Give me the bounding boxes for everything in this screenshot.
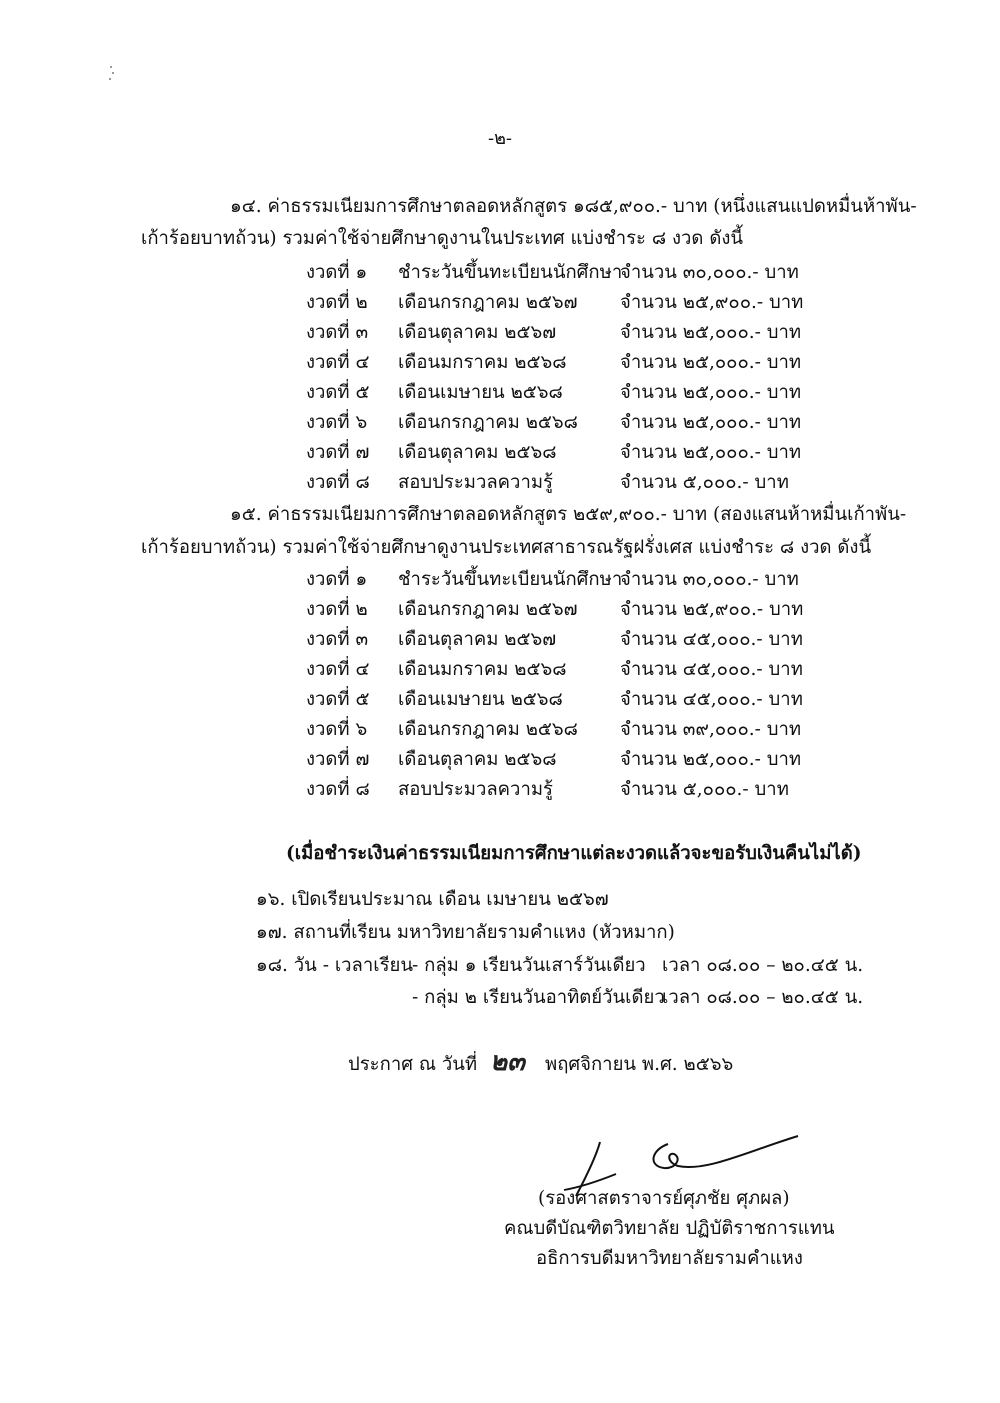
installment-label: งวดที่ ๗ <box>306 442 370 463</box>
installment-amount: จำนวน ๒๕,๙๐๐.- บาท <box>620 599 804 620</box>
installment-label: งวดที่ ๓ <box>306 629 369 650</box>
installment-when: เดือนมกราคม ๒๕๖๘ <box>398 352 567 373</box>
installment-amount: จำนวน ๒๕,๙๐๐.- บาท <box>620 292 804 313</box>
scan-specks <box>108 66 114 82</box>
item15-line1: ๑๕. ค่าธรรมเนียมการศึกษาตลอดหลักสูตร ๒๕๙,๙๐๐.- บาท (สองแสนห้าหมื่นเก้าพัน- <box>230 504 907 525</box>
installment-amount: จำนวน ๒๕,๐๐๐.- บาท <box>620 749 802 770</box>
installment-when: ชำระวันขึ้นทะเบียนนักศึกษา <box>398 262 623 283</box>
installment-when: เดือนกรกฎาคม ๒๕๖๘ <box>398 719 578 740</box>
installment-when: เดือนมกราคม ๒๕๖๘ <box>398 659 567 680</box>
installment-label: งวดที่ ๖ <box>306 719 368 740</box>
announce-suffix: พฤศจิกายน พ.ศ. ๒๕๖๖ <box>545 1054 734 1075</box>
installment-amount: จำนวน ๒๕,๐๐๐.- บาท <box>620 382 802 403</box>
installment-label: งวดที่ ๓ <box>306 322 369 343</box>
installment-amount: จำนวน ๔๕,๐๐๐.- บาท <box>620 659 803 680</box>
installment-when: ชำระวันขึ้นทะเบียนนักศึกษา <box>398 569 623 590</box>
item18-label: ๑๘. วัน - เวลาเรียน <box>256 955 414 976</box>
installment-when: เดือนกรกฎาคม ๒๕๖๗ <box>398 599 578 620</box>
item14-line1: ๑๔. ค่าธรรมเนียมการศึกษาตลอดหลักสูตร ๑๘๕,๙๐๐.- บาท (หนึ่งแสนแปดหมื่นห้าพัน- <box>230 196 917 217</box>
installment-label: งวดที่ ๘ <box>306 472 370 493</box>
installment-when: เดือนเมษายน ๒๕๖๘ <box>398 382 563 403</box>
installment-amount: จำนวน ๓๙,๐๐๐.- บาท <box>620 719 802 740</box>
installment-amount: จำนวน ๕,๐๐๐.- บาท <box>620 472 789 493</box>
installment-label: งวดที่ ๑ <box>306 569 368 590</box>
installment-amount: จำนวน ๕,๐๐๐.- บาท <box>620 779 789 800</box>
installment-when: เดือนตุลาคม ๒๕๖๗ <box>398 629 557 650</box>
signatory-position1: คณบดีบัณฑิตวิทยาลัย ปฏิบัติราชการแทน <box>504 1218 835 1239</box>
item18-group1: - กลุ่ม ๑ เรียนวันเสาร์วันเดียว <box>412 955 646 976</box>
item18-time2: เวลา ๐๘.๐๐ – ๒๐.๔๕ น. <box>662 987 864 1008</box>
refund-notice: (เมื่อชำระเงินค่าธรรมเนียมการศึกษาแต่ละงวดแล้วจะขอรับเงินคืนไม่ได้) <box>286 843 862 864</box>
signatory-name: (รองศาสตราจารย์ศุภชัย ศุภผล) <box>538 1188 790 1209</box>
item18-group2: - กลุ่ม ๒ เรียนวันอาทิตย์วันเดียว <box>412 987 665 1008</box>
installment-amount: จำนวน ๓๐,๐๐๐.- บาท <box>620 262 799 283</box>
installment-when: เดือนกรกฎาคม ๒๕๖๗ <box>398 292 578 313</box>
installment-amount: จำนวน ๒๕,๐๐๐.- บาท <box>620 352 802 373</box>
installment-when: เดือนตุลาคม ๒๕๖๘ <box>398 749 557 770</box>
installment-label: งวดที่ ๕ <box>306 689 370 710</box>
installment-when: เดือนตุลาคม ๒๕๖๘ <box>398 442 557 463</box>
installment-when: สอบประมวลความรู้ <box>398 779 553 800</box>
installment-label: งวดที่ ๒ <box>306 292 368 313</box>
installment-amount: จำนวน ๒๕,๐๐๐.- บาท <box>620 322 802 343</box>
installment-label: งวดที่ ๔ <box>306 352 370 373</box>
item17-location: ๑๗. สถานที่เรียน มหาวิทยาลัยรามคำแหง (หัวหมาก) <box>256 922 675 943</box>
installment-amount: จำนวน ๒๕,๐๐๐.- บาท <box>620 442 802 463</box>
installment-label: งวดที่ ๔ <box>306 659 370 680</box>
signatory-position2: อธิการบดีมหาวิทยาลัยรามคำแหง <box>536 1248 803 1269</box>
installment-when: เดือนกรกฎาคม ๒๕๖๘ <box>398 412 578 433</box>
installment-label: งวดที่ ๕ <box>306 382 370 403</box>
item15-line2: เก้าร้อยบาทถ้วน) รวมค่าใช้จ่ายศึกษาดูงานประเทศสาธารณรัฐฝรั่งเศส แบ่งชำระ ๘ งวด ดังนี้ <box>141 537 872 558</box>
installment-label: งวดที่ ๒ <box>306 599 368 620</box>
installment-label: งวดที่ ๑ <box>306 262 368 283</box>
installment-when: สอบประมวลความรู้ <box>398 472 553 493</box>
installment-amount: จำนวน ๓๐,๐๐๐.- บาท <box>620 569 799 590</box>
item16-open-date: ๑๖. เปิดเรียนประมาณ เดือน เมษายน ๒๕๖๗ <box>256 889 609 910</box>
installment-amount: จำนวน ๔๕,๐๐๐.- บาท <box>620 629 803 650</box>
item18-time1: เวลา ๐๘.๐๐ – ๒๐.๔๕ น. <box>662 955 864 976</box>
installment-amount: จำนวน ๒๕,๐๐๐.- บาท <box>620 412 802 433</box>
announce-prefix: ประกาศ ณ วันที่ <box>348 1054 478 1075</box>
announce-day-handwritten: ๒๓ <box>490 1047 525 1077</box>
installment-amount: จำนวน ๔๕,๐๐๐.- บาท <box>620 689 803 710</box>
item14-line2: เก้าร้อยบาทถ้วน) รวมค่าใช้จ่ายศึกษาดูงานในประเทศ แบ่งชำระ ๘ งวด ดังนี้ <box>141 228 744 249</box>
installment-when: เดือนตุลาคม ๒๕๖๗ <box>398 322 557 343</box>
installment-when: เดือนเมษายน ๒๕๖๘ <box>398 689 563 710</box>
page-number: -๒- <box>487 128 513 149</box>
installment-label: งวดที่ ๖ <box>306 412 368 433</box>
installment-label: งวดที่ ๘ <box>306 779 370 800</box>
installment-label: งวดที่ ๗ <box>306 749 370 770</box>
